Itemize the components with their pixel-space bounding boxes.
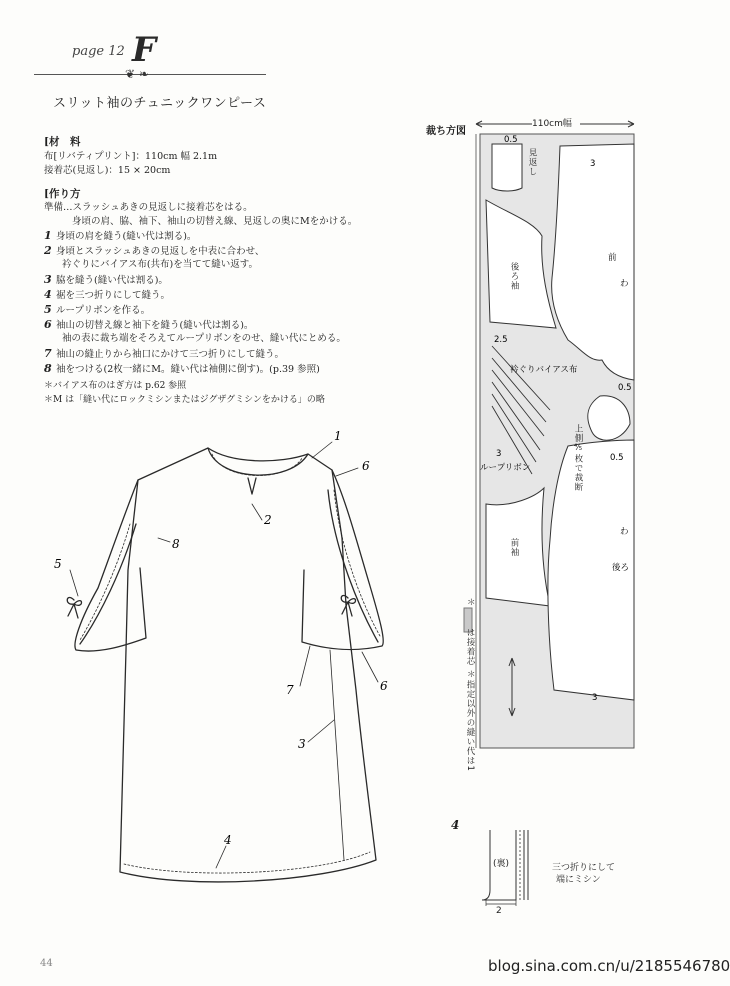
hem-label-1: 三つ折りにして [552, 863, 616, 873]
facing-label: 見返し [527, 148, 537, 177]
hem-stitch [124, 852, 370, 873]
step-number: 5 [44, 303, 52, 316]
front-label: 前 [608, 253, 617, 263]
facing-piece [492, 144, 522, 191]
fold-label: わ [620, 279, 629, 289]
side-cut-label: 上側⅘枚で裁断 [573, 424, 583, 492]
instructions-heading [44, 186, 80, 201]
seam-0.5-right: 0.5 [618, 383, 632, 393]
step-text: ループリボンを作る。 [56, 305, 151, 316]
seam-3-bottom: 3 [592, 693, 598, 703]
note-m: ＊M は「縫い代にロックミシンまたはジグザグミシンをかける」の略 [44, 395, 325, 405]
fold-label-2: わ [620, 527, 629, 537]
fabric-width-label: 110cm幅 [532, 119, 572, 129]
step-text: 裾を三つ折りにして縫う。 [56, 290, 171, 301]
step-6 [44, 318, 253, 332]
cutting-layout-title: 裁ち方図 [426, 126, 466, 137]
right-bow [341, 596, 355, 616]
step-4 [44, 288, 170, 302]
note-bias: ＊バイアス布のはぎ方は p.62 参照 [44, 381, 187, 391]
step-2-sub: 衿ぐりにバイアス布(共布)を当てて縫い返す。 [62, 259, 258, 270]
front-sleeve-label: 前袖 [509, 538, 519, 557]
legend-seam: 指定以外の縫い代は1 [465, 680, 475, 772]
step-number: 8 [44, 362, 52, 375]
hem-label-2: 端にミシン [556, 875, 601, 885]
step-2 [44, 244, 264, 258]
left-sleeve-stitch [80, 524, 130, 640]
page-title: スリット袖のチュニックワンピース [53, 96, 267, 111]
legend-star-2: ＊ [467, 670, 476, 680]
callout-3: 3 [298, 737, 306, 751]
step-number: 7 [44, 347, 52, 360]
material-line: 接着芯(見返し)：15 × 20cm [44, 165, 171, 176]
cutting-layout-diagram [470, 110, 650, 770]
section-mark: [ [44, 188, 49, 200]
hem-detail-number: 4 [451, 818, 460, 832]
callout-1: 1 [334, 429, 342, 443]
legend-interfacing: は接着芯 [465, 628, 475, 666]
step-text: 袖をつける(2枚一緒にM。縫い代は袖側に倒す)。(p.39 参照) [56, 364, 320, 375]
step-5 [44, 303, 150, 317]
prep-line: 準備…スラッシュあきの見返しに接着芯をはる。 [44, 202, 253, 213]
seam-3-loop: 3 [496, 449, 502, 459]
neckline [208, 448, 308, 475]
step-6-sub: 袖の表に裁ち端をそろえてループリボンをのせ、縫い代にとめる。 [62, 333, 346, 344]
callout-6b: 6 [380, 679, 388, 693]
step-text: 袖山の縫止りから袖口にかけて三つ折りにして縫う。 [56, 349, 285, 360]
garment-body [120, 448, 376, 882]
instructions-heading-text: 作り方 [48, 188, 81, 200]
callout-6: 6 [362, 459, 370, 473]
page-number: 44 [40, 958, 53, 969]
step-number: 4 [44, 288, 52, 301]
step-text: 袖山の切替え線と袖下を縫う(縫い代は割る)。 [56, 320, 254, 331]
step-text: 身頃とスラッシュあきの見返しを中表に合わせ、 [56, 246, 265, 257]
callout-8: 8 [172, 537, 180, 551]
chapter-letter: F [132, 30, 157, 70]
step-number: 3 [44, 273, 52, 286]
hem-seam: 2 [496, 906, 502, 916]
hem-detail-diagram [480, 828, 550, 914]
materials-heading [44, 134, 80, 149]
step-number: 2 [44, 244, 52, 257]
prep-sub-line: 身頃の肩、脇、袖下、袖山の切替え線、見返しの奥にMをかける。 [72, 216, 358, 227]
left-bow [67, 598, 81, 618]
right-sleeve-slit [328, 490, 378, 642]
step-1 [44, 229, 196, 243]
seam-0.5-facing: 0.5 [504, 135, 518, 145]
callout-7: 7 [286, 683, 294, 697]
seam-2.5: 2.5 [494, 335, 508, 345]
width-arrow [476, 121, 634, 127]
step-number: 1 [44, 229, 52, 242]
step-text: 脇を縫う(縫い代は割る)。 [56, 275, 168, 286]
back-sleeve-label: 後ろ袖 [509, 262, 519, 291]
neck-slit [248, 478, 256, 494]
callout-5: 5 [54, 557, 62, 571]
header-rule [34, 74, 266, 75]
bias-label: 衿ぐりバイアス布 [510, 365, 578, 375]
seam-3-top: 3 [590, 159, 596, 169]
step-7 [44, 347, 284, 361]
step-number: 6 [44, 318, 52, 331]
page-label: page 12 [72, 44, 125, 59]
right-sleeve-stitch [334, 490, 380, 636]
header-ornament: ❦ ❧ [125, 67, 149, 81]
neckline-stitch [212, 454, 302, 476]
side-seam [330, 650, 344, 860]
callout-2: 2 [264, 513, 272, 527]
step-text: 身頃の肩を縫う(縫い代は割る)。 [56, 231, 197, 242]
section-mark: [ [44, 136, 49, 148]
materials-heading-text: 材 料 [48, 136, 81, 148]
blog-credit: blog.sina.com.cn/u/2185546780 [488, 957, 730, 975]
loop-label: ループリボン [480, 463, 531, 473]
garment-illustration [40, 420, 410, 900]
seam-0.5-lower: 0.5 [610, 453, 624, 463]
callout-4: 4 [224, 833, 232, 847]
material-line: 布[リバティプリント]：110cm 幅 2.1m [44, 151, 218, 162]
step-8 [44, 362, 320, 376]
back-label: 後ろ [612, 563, 630, 573]
legend-star-1: ＊ [467, 598, 476, 608]
step-3 [44, 273, 168, 287]
hem-wrong-side: (裏) [493, 859, 510, 869]
